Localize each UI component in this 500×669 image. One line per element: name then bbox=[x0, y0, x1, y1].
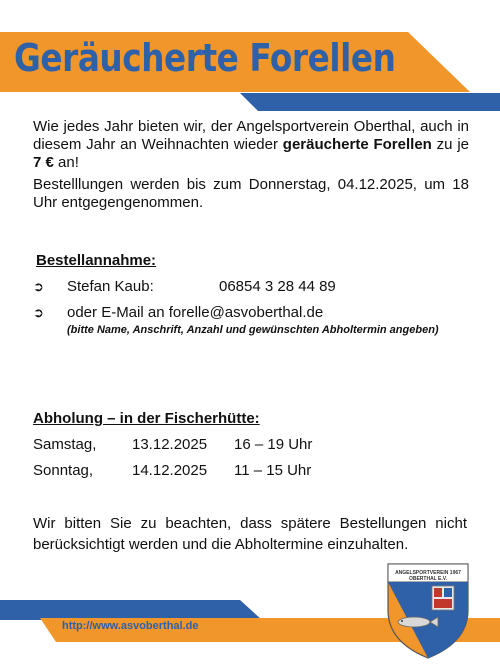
email-link[interactable]: forelle@asvoberthal.de bbox=[168, 304, 324, 321]
footer-stripe bbox=[0, 600, 270, 620]
page-title: Geräucherte Forellen bbox=[14, 36, 396, 80]
intro-paragraph bbox=[33, 118, 469, 172]
website-link[interactable]: http://www.asvoberthal.de bbox=[62, 620, 199, 632]
pickup-day: Samstag, bbox=[33, 436, 97, 453]
intro-text bbox=[33, 118, 469, 212]
pickup-time: 16 – 19 Uhr bbox=[234, 436, 313, 453]
header-stripe bbox=[0, 93, 500, 111]
intro-text-part: Wie jedes Jahr bieten wir, der Angelsportverein Oberthal, auch in diesem Jahr an Weihnachten wieder bbox=[33, 118, 469, 153]
crest-text: OBERTHAL E.V. bbox=[408, 576, 448, 582]
arrow-bullet-icon: ➲ bbox=[33, 305, 44, 320]
club-crest-logo bbox=[384, 560, 472, 660]
pickup-date: 14.12.2025 bbox=[132, 462, 208, 479]
arrow-bullet-icon: ➲ bbox=[33, 279, 44, 294]
product-name: geräucherte Forellen bbox=[282, 136, 432, 153]
contact-phone[interactable]: 06854 3 28 44 89 bbox=[219, 278, 336, 295]
intro-text-part: zu je bbox=[431, 136, 470, 153]
email-line bbox=[67, 304, 323, 322]
order-heading: Bestellannahme: bbox=[36, 252, 157, 269]
list-item bbox=[33, 278, 473, 296]
pickup-day: Sonntag, bbox=[33, 462, 94, 479]
email-label: oder E-Mail an bbox=[67, 304, 169, 321]
order-deadline: Bestelllungen werden bis zum Donnerstag, 04.12.2025, um 18 Uhr entgegengenommen. bbox=[33, 176, 469, 211]
price: 7 € bbox=[33, 154, 54, 171]
pickup-time: 11 – 15 Uhr bbox=[234, 462, 312, 479]
pickup-heading: Abholung – in der Fischerhütte: bbox=[33, 410, 260, 427]
pickup-date: 13.12.2025 bbox=[132, 436, 208, 453]
order-note: (bitte Name, Anschrift, Anzahl und gewünschten Abholtermin angeben) bbox=[67, 324, 439, 336]
contact-name: Stefan Kaub: bbox=[67, 278, 154, 295]
closing-text: Wir bitten Sie zu beachten, dass spätere Bestellungen nicht berücksichtigt werden und die Abholtermine einzuhalten. bbox=[33, 515, 467, 553]
list-item bbox=[33, 304, 473, 322]
crest-text: ANGELSPORTVEREIN 1967 bbox=[395, 570, 461, 576]
intro-text-part: an! bbox=[53, 154, 79, 171]
